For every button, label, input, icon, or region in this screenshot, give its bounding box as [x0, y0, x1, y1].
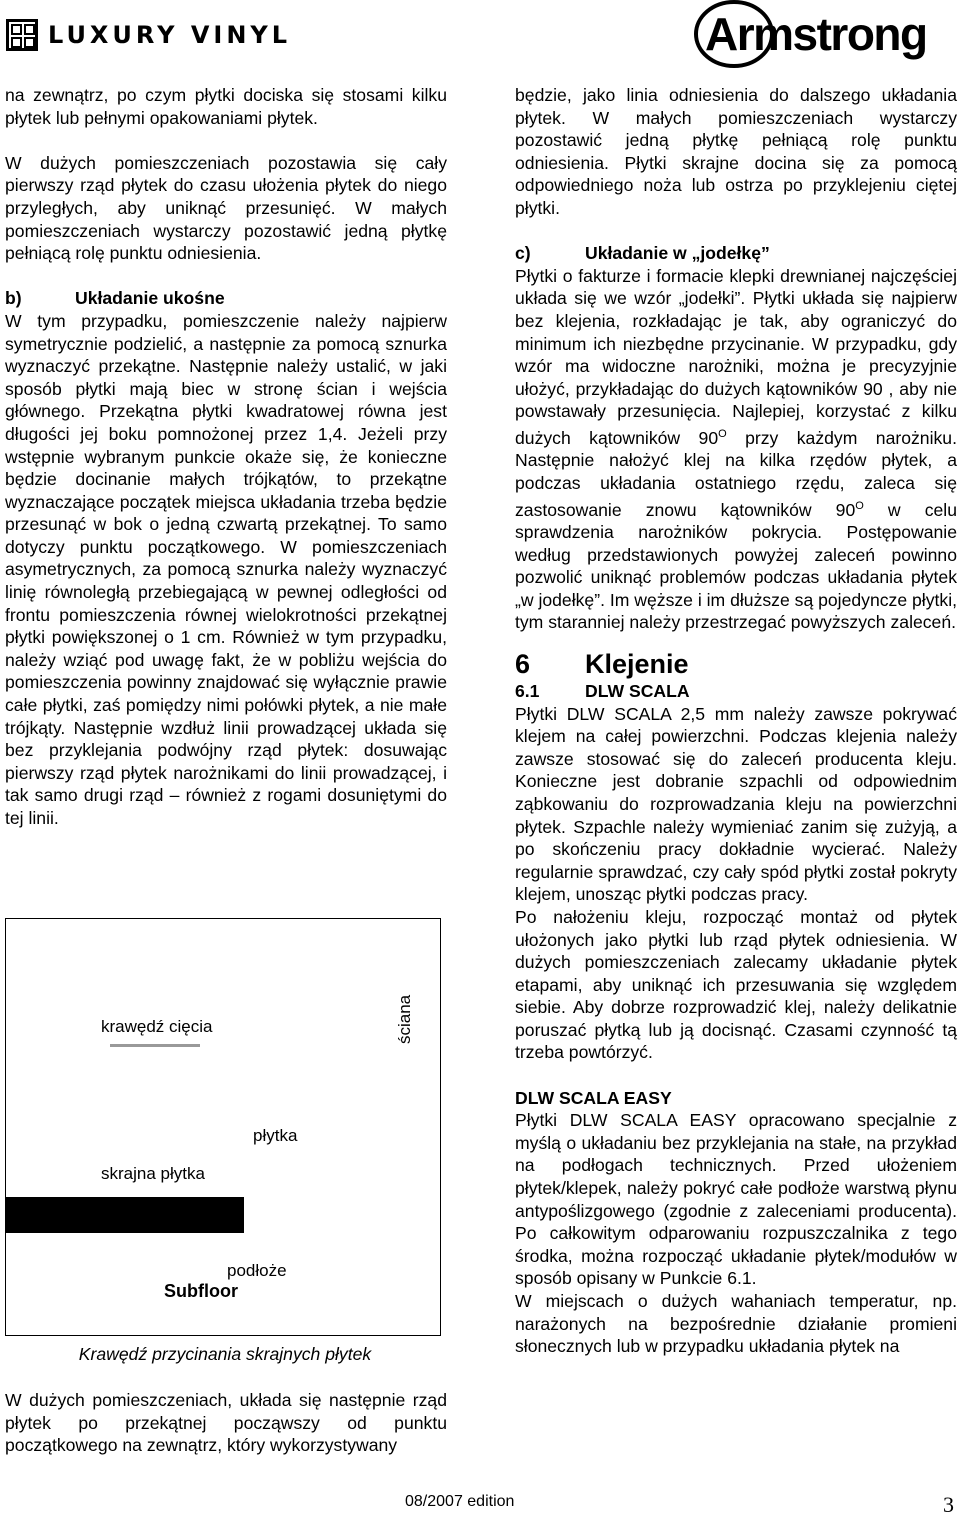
paragraph: Płytki DLW SCALA 2,5 mm należy zawsze pokrywać klejem na całej powierzchni. Podczas klejenia należy zawsze stosować się do zaleceń producenta kleju. Konieczne jest dobranie szpachli od odpowiednim ząbkowaniu do rozprowadzania kleju na powierzchni płytek. Szpachle należy wymieniać zanim się zużyją, a po skończeniu pracy dokładnie wycierać. Należy regularnie sprawdzać, czy cały spód płytki został pokryty klejem, unosząc płytki podczas pracy.	[515, 703, 957, 905]
paragraph: W dużych pomieszczeniach pozostawia się cały pierwszy rząd płytek do czasu ułożenia płytek do niego przyległych, aby uniknąć przesunięć. W małych pomieszczeniach wystarczy pozostawić jedną płytkę pełniącą rolę punktu odniesienia.	[5, 152, 447, 264]
label-cut-edge: krawędź cięcia	[101, 1017, 213, 1036]
label-wall: ściana	[395, 994, 414, 1044]
paragraph: będzie, jako linia odniesienia do dalszego układania płytek. W małych pomieszczeniach wystarczy pozostawić jedną płytkę pełniącą rolę punktu odniesienia. Płytki skrajne docina się za pomocą odpowiedniego noża lub ostrza po przyklejeniu ciętej płytki.	[515, 85, 957, 218]
diagram	[5, 918, 441, 1336]
section-title: Układanie ukośne	[75, 288, 225, 309]
edition-label: 08/2007 edition	[405, 1493, 515, 1510]
paragraph: W tym przypadku, pomieszczenie należy najpierw symetrycznie podzielić, a następnie za pomocą sznurka wyznaczyć przekątne. Następnie należy ustalić, w jaki sposób płytki mają biec w stronę ścian i wejścia głównego. Przekątna płytki kwadratowej równa jest długości jej boku pomnożonej przez 1,4. Jeżeli przy wstępnie wybranym punkcie okaże się, że konieczne będzie docinanie małych trójkątów, to przekątne wyznaczające początek miejsca układania trzeba będzie przesunąć w bok o jedną czwartą przekątnej. To samo dotyczy punktu początkowego. W pomieszczeniach asymetrycznych, za pomocą sznurka należy wyznaczyć linię równoległą przebiegającą w pewnej odległości od frontu pomieszczenia równej wielokrotności przekątnej płytki powiększonej o 1 cm. Również w tym przypadku, należy wziąć pod uwagę fakt, że w pobliżu wejścia do pomieszczenia powinny znajdować się wyłącznie prawie całe płytki, zaś pomiędzy nimi połówki płytek, a nie małe trójkąty. Następnie wzdłuż linii prowadzącej układa się bez przyklejania podwójny rząd płytek: dosuwając pierwszy rząd płytek narożnikami do linii prowadzącej, i tak samo drugi rząd – również z rogami dosuniętymi do tej linii.	[5, 310, 447, 828]
text-run: przy każdym narożniku. Następnie nałożyć klej na kilka rzędów płytek, a podczas układania ostatniego rzędu, zaleca się zastosowanie znowu kątowników 90	[515, 427, 957, 520]
diagram-caption: Krawędź przycinania skrajnych płytek	[78, 1344, 372, 1364]
degree-mark: O	[718, 427, 727, 440]
label-edge-tile: skrajna płytka	[101, 1164, 205, 1183]
cut-edge-line	[110, 1044, 200, 1047]
label-subfloor: podłoże	[227, 1261, 287, 1280]
paragraph	[515, 265, 957, 634]
section-number: b)	[5, 288, 22, 309]
section-title: Układanie w „jodełkę”	[585, 243, 770, 264]
label-tile: płytka	[253, 1126, 298, 1145]
label-subfloor-en: Subfloor	[164, 1281, 238, 1301]
text-run: Płytki o fakturze i formacie klepki drewnianej najczęściej układa się we wzór „jodełki”. Płytki układa się najpierw bez klejenia, rozkładając je tak, aby ograniczyć do minimum ich niezbędne przycinanie. W przypadku, gdy wzór ma widoczne narożniki, można je precyzyjnie ułożyć, przykładając do dużych kątowników 90 , aby nie powstawały przesunięcia. Najlepiej, korzystać z kilku dużych kątowników 90	[515, 265, 957, 448]
section-heading-easy	[515, 1087, 957, 1110]
page-number: 3	[943, 1492, 954, 1517]
section-heading-b	[5, 287, 447, 310]
section-title: Klejenie	[585, 648, 689, 679]
section-number: c)	[515, 243, 531, 264]
degree-mark: O	[855, 499, 864, 512]
brand-name: LUXURY VINYL	[48, 21, 292, 49]
dlw-logo-icon	[6, 19, 38, 51]
section-heading-6-1	[515, 680, 957, 703]
text-run: w celu sprawdzenia narożników pokrycia. Postępowanie według przedstawionych powyżej zaleceń powinno pozwolić uniknąć problemów podczas układania płytek „w jodełkę”. Im węższe i im dłuższe są pojedyncze płytki, tym staranniej należy przestrzegać powyższych zaleceń.	[515, 499, 957, 633]
section-heading-c	[515, 242, 957, 265]
paragraph: W dużych pomieszczeniach, układa się następnie rząd płytek po przekątnej począwszy od punktu początkowego na zewnątrz, który wykorzystywany	[5, 1390, 447, 1456]
right-column	[515, 84, 957, 1358]
section-number: 6	[515, 648, 531, 679]
section-title: DLW SCALA EASY	[515, 1087, 672, 1108]
left-column	[5, 84, 447, 830]
paragraph: W miejscach o dużych wahaniach temperatur, np. narażonych na bezpośrednie działanie promieni słonecznych lub w przypadku układania płytek na	[515, 1291, 957, 1357]
armstrong-logo-text: Armstrong	[705, 8, 927, 60]
paragraph: na zewnątrz, po czym płytki dociska się stosami kilku płytek lub pełnymi opakowaniami płytek.	[5, 85, 447, 128]
section-heading-6	[515, 648, 957, 680]
edge-tile-shape	[6, 1197, 244, 1233]
paragraph: Po nałożeniu kleju, rozpocząć montaż od płytek ułożonych jako płytki lub rząd płytek odniesienia. W dużych pomieszczeniach zalecamy układanie płytek etapami, aby uniknąć ich przesuwania się względem siebie. Aby dobrze rozprowadzić klej, należy delikatnie poruszać płytką lub ją docisnąć. Czasami czynność tą trzeba powtórzyć.	[515, 906, 957, 1063]
section-title: DLW SCALA	[585, 680, 690, 701]
section-number: 6.1	[515, 680, 540, 701]
armstrong-logo	[693, 0, 958, 68]
paragraph: Płytki DLW SCALA EASY opracowano specjalnie z myślą o układaniu bez przyklejania na stałe, na przykład na podłogach technicznych. Przed ułożeniem płytek/klepek, należy pokryć całe podłoże warstwą płynu antypoślizgowego (zgodnie z zaleceniami producenta). Po całkowitym odparowaniu rozpuszczalnika z tego środka, można rozpocząć układanie płytek/modułów w sposób opisany w Punkcie 6.1.	[515, 1110, 957, 1289]
luxury-vinyl-logo	[6, 18, 291, 52]
